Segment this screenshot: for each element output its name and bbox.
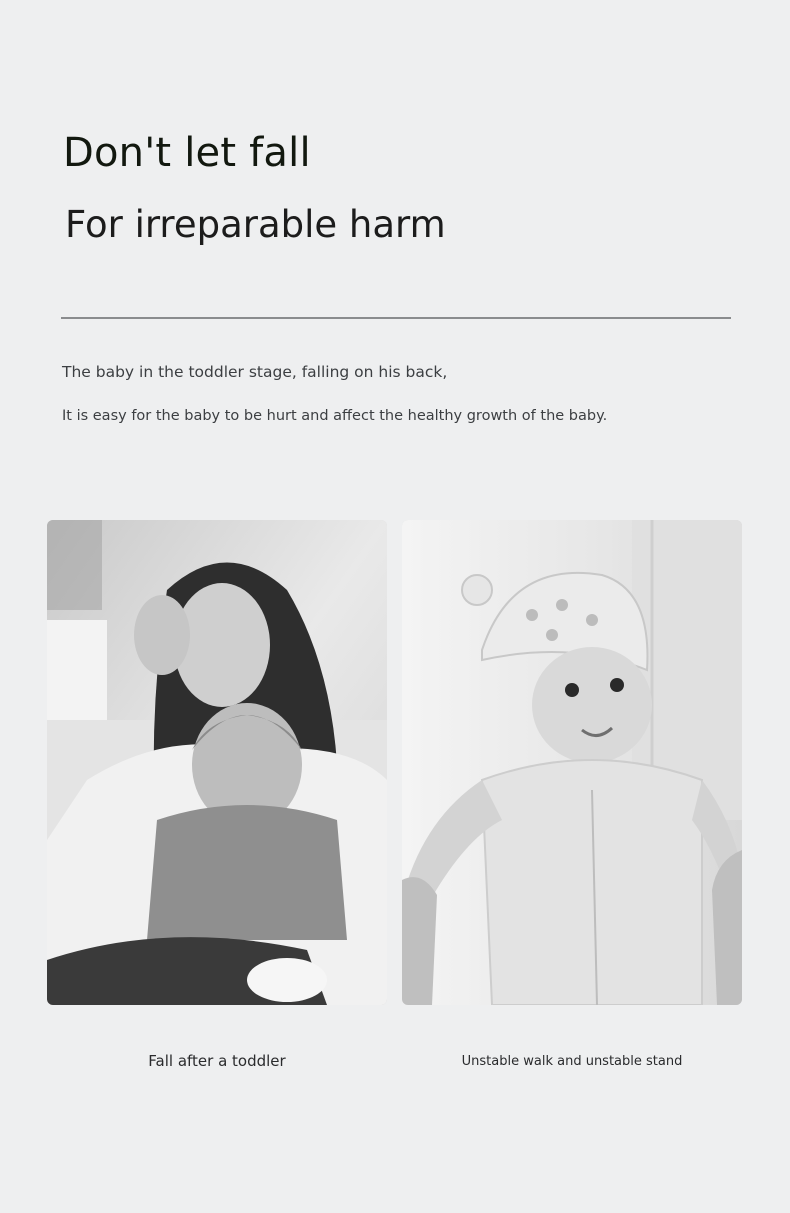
- photo-baby-standing-unsteady: [402, 520, 742, 1005]
- page-subtitle: For irreparable harm: [65, 203, 446, 246]
- caption-unstable-walk: Unstable walk and unstable stand: [461, 1054, 683, 1069]
- page-title: Don't let fall: [63, 130, 311, 176]
- photo-crying-toddler-with-mother: [47, 520, 387, 1005]
- caption-fall-after-toddler: Fall after a toddler: [148, 1052, 286, 1070]
- intro-line-1: The baby in the toddler stage, falling on his back,: [62, 363, 448, 381]
- section-divider: [61, 317, 731, 319]
- intro-line-2: It is easy for the baby to be hurt and affect the healthy growth of the baby.: [62, 408, 608, 424]
